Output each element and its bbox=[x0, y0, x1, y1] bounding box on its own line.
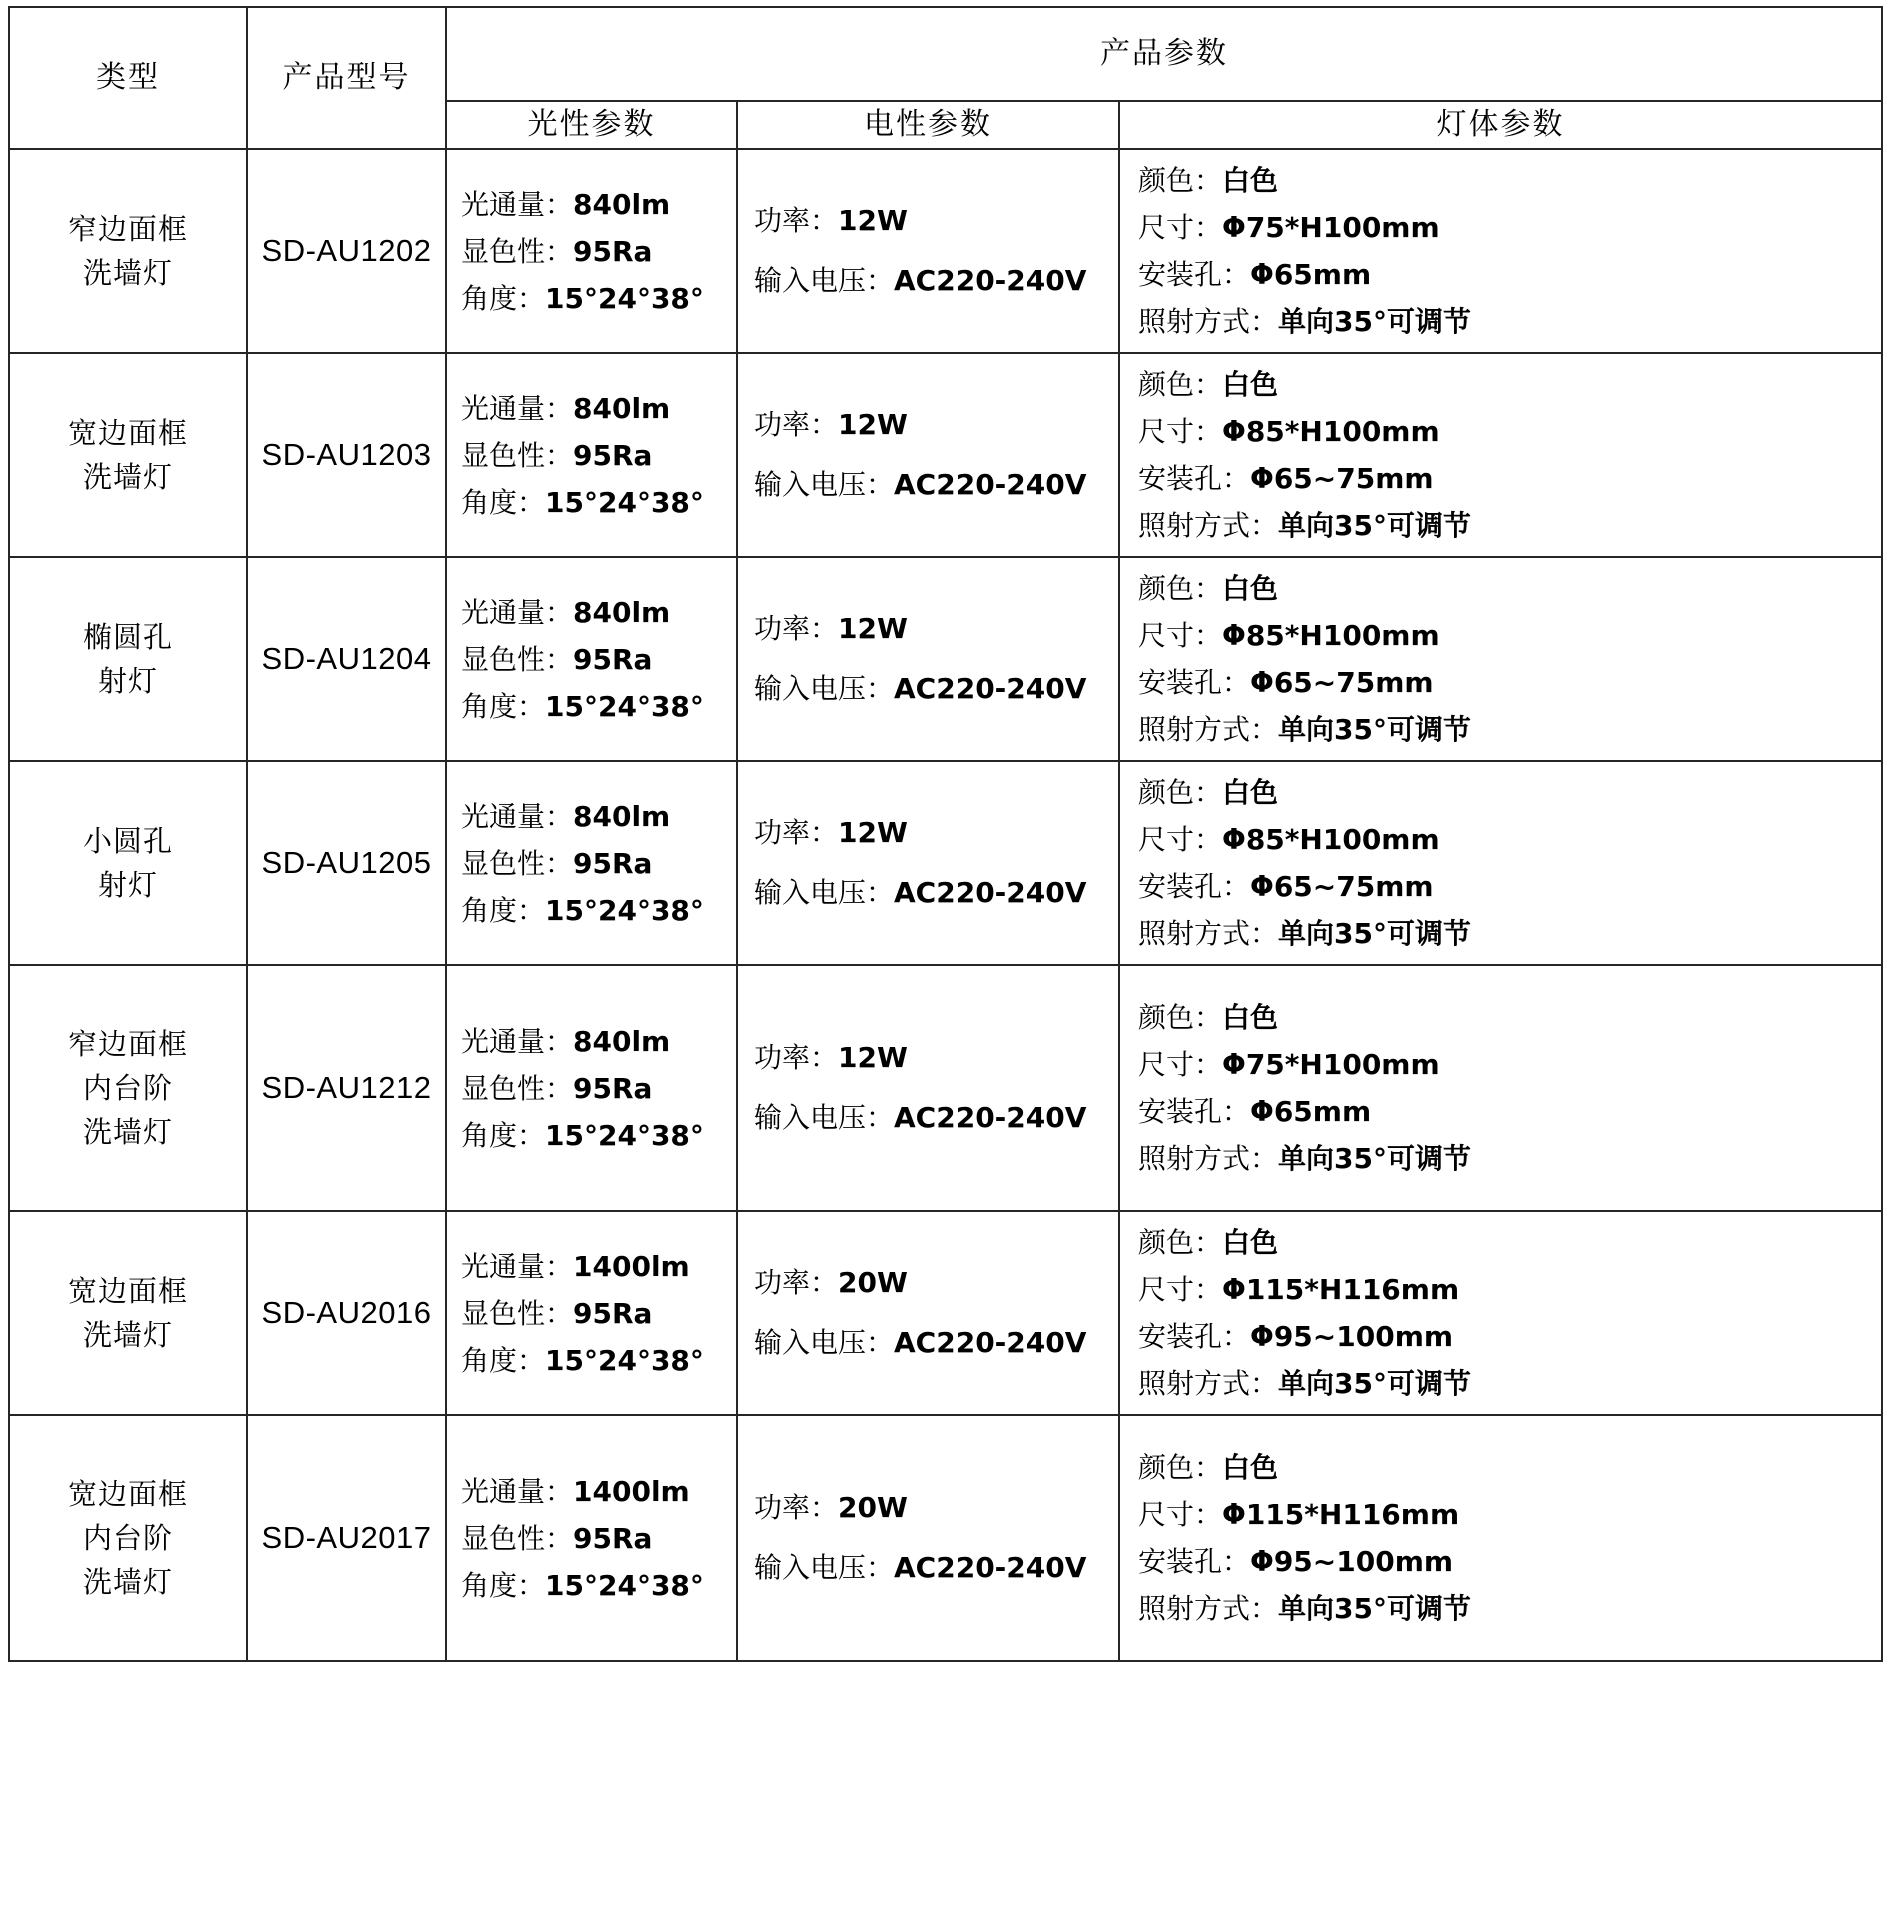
beam-mode-line bbox=[1138, 1360, 1881, 1407]
cell-lamp-body-params bbox=[1119, 1211, 1882, 1415]
luminous-flux-value: 1400lm bbox=[573, 1474, 690, 1508]
mounting-hole-line bbox=[1138, 455, 1881, 502]
color-line bbox=[1138, 994, 1881, 1041]
mounting-hole-line bbox=[1138, 1088, 1881, 1135]
input-voltage-label: 输入电压： bbox=[754, 1101, 895, 1134]
mounting-hole-value: Φ65~75mm bbox=[1250, 870, 1434, 903]
luminous-flux-label: 光通量： bbox=[461, 1249, 574, 1283]
input-voltage-value: AC220-240V bbox=[894, 672, 1087, 705]
product-type-line: 椭圆孔 bbox=[82, 620, 173, 654]
beam-angle-value: 15°24°38° bbox=[545, 1343, 704, 1377]
input-voltage-line bbox=[754, 251, 1118, 311]
product-type-line: 射灯 bbox=[97, 664, 158, 698]
color-value: 白色 bbox=[1222, 1001, 1279, 1034]
luminous-flux-line bbox=[461, 1243, 736, 1290]
beam-angle-line bbox=[461, 1562, 736, 1609]
beam-angle-line bbox=[461, 1337, 736, 1384]
mounting-hole-value: Φ65mm bbox=[1250, 258, 1372, 291]
luminous-flux-label: 光通量： bbox=[461, 595, 574, 629]
header-model: 产品型号 bbox=[247, 7, 446, 149]
cell-optical-params bbox=[446, 1415, 737, 1661]
color-label: 颜色： bbox=[1138, 368, 1223, 401]
beam-mode-label: 照射方式： bbox=[1138, 1367, 1279, 1400]
size-value: Φ75*H100mm bbox=[1222, 1048, 1440, 1081]
size-value: Φ115*H116mm bbox=[1222, 1498, 1460, 1531]
mounting-hole-label: 安装孔： bbox=[1138, 1545, 1251, 1578]
size-line bbox=[1138, 204, 1881, 251]
cell-optical-params bbox=[446, 557, 737, 761]
size-label: 尺寸： bbox=[1138, 1048, 1223, 1081]
beam-mode-value: 单向35°可调节 bbox=[1278, 305, 1471, 338]
input-voltage-label: 输入电压： bbox=[754, 468, 895, 501]
cell-product-type bbox=[9, 557, 247, 761]
color-label: 颜色： bbox=[1138, 776, 1223, 809]
cell-electrical-params bbox=[737, 1211, 1119, 1415]
table-row bbox=[9, 965, 1882, 1211]
header-row-top bbox=[9, 7, 1882, 101]
cri-line bbox=[461, 840, 736, 887]
cell-lamp-body-params bbox=[1119, 149, 1882, 353]
beam-mode-label: 照射方式： bbox=[1138, 713, 1279, 746]
color-value: 白色 bbox=[1222, 164, 1279, 197]
cell-product-type bbox=[9, 1415, 247, 1661]
cri-label: 显色性： bbox=[461, 642, 574, 676]
power-line bbox=[754, 1028, 1118, 1088]
mounting-hole-label: 安装孔： bbox=[1138, 666, 1251, 699]
mounting-hole-value: Φ65~75mm bbox=[1250, 462, 1434, 495]
beam-angle-value: 15°24°38° bbox=[545, 689, 704, 723]
color-value: 白色 bbox=[1222, 1451, 1279, 1484]
luminous-flux-label: 光通量： bbox=[461, 799, 574, 833]
product-type-line: 内台阶 bbox=[82, 1521, 173, 1555]
product-type-line: 小圆孔 bbox=[82, 824, 173, 858]
power-label: 功率： bbox=[754, 612, 839, 645]
input-voltage-label: 输入电压： bbox=[754, 264, 895, 297]
input-voltage-line bbox=[754, 863, 1118, 923]
cell-product-model: SD-AU1205 bbox=[247, 761, 446, 965]
beam-mode-value: 单向35°可调节 bbox=[1278, 713, 1471, 746]
input-voltage-value: AC220-240V bbox=[894, 264, 1087, 297]
beam-mode-value: 单向35°可调节 bbox=[1278, 917, 1471, 950]
size-line bbox=[1138, 816, 1881, 863]
mounting-hole-label: 安装孔： bbox=[1138, 462, 1251, 495]
size-label: 尺寸： bbox=[1138, 211, 1223, 244]
size-line bbox=[1138, 1491, 1881, 1538]
mounting-hole-label: 安装孔： bbox=[1138, 870, 1251, 903]
power-line bbox=[754, 1253, 1118, 1313]
power-value: 12W bbox=[838, 408, 908, 441]
cri-label: 显色性： bbox=[461, 1296, 574, 1330]
table-header bbox=[9, 7, 1882, 149]
size-line bbox=[1138, 1041, 1881, 1088]
beam-angle-label: 角度： bbox=[461, 689, 546, 723]
cell-product-type bbox=[9, 965, 247, 1211]
beam-angle-line bbox=[461, 275, 736, 322]
product-type-line: 窄边面框 bbox=[67, 212, 188, 246]
color-line bbox=[1138, 157, 1881, 204]
cri-value: 95Ra bbox=[573, 642, 653, 676]
cell-optical-params bbox=[446, 1211, 737, 1415]
cell-optical-params bbox=[446, 353, 737, 557]
power-value: 20W bbox=[838, 1491, 908, 1524]
luminous-flux-value: 1400lm bbox=[573, 1249, 690, 1283]
cri-value: 95Ra bbox=[573, 1521, 653, 1555]
mounting-hole-label: 安装孔： bbox=[1138, 1320, 1251, 1353]
table-row bbox=[9, 149, 1882, 353]
cri-line bbox=[461, 636, 736, 683]
cri-line bbox=[461, 228, 736, 275]
color-value: 白色 bbox=[1222, 776, 1279, 809]
cell-product-model: SD-AU2016 bbox=[247, 1211, 446, 1415]
luminous-flux-label: 光通量： bbox=[461, 1024, 574, 1058]
color-value: 白色 bbox=[1222, 368, 1279, 401]
color-label: 颜色： bbox=[1138, 164, 1223, 197]
cell-lamp-body-params bbox=[1119, 1415, 1882, 1661]
beam-mode-value: 单向35°可调节 bbox=[1278, 1592, 1471, 1625]
beam-angle-label: 角度： bbox=[461, 893, 546, 927]
power-label: 功率： bbox=[754, 1041, 839, 1074]
luminous-flux-value: 840lm bbox=[573, 187, 671, 221]
table-row bbox=[9, 557, 1882, 761]
power-line bbox=[754, 191, 1118, 251]
mounting-hole-line bbox=[1138, 1538, 1881, 1585]
mounting-hole-value: Φ65~75mm bbox=[1250, 666, 1434, 699]
table-row bbox=[9, 761, 1882, 965]
color-line bbox=[1138, 565, 1881, 612]
cell-product-type bbox=[9, 1211, 247, 1415]
beam-angle-value: 15°24°38° bbox=[545, 1568, 704, 1602]
cell-optical-params bbox=[446, 965, 737, 1211]
cell-optical-params bbox=[446, 149, 737, 353]
power-value: 12W bbox=[838, 1041, 908, 1074]
size-value: Φ75*H100mm bbox=[1222, 211, 1440, 244]
beam-angle-value: 15°24°38° bbox=[545, 281, 704, 315]
color-label: 颜色： bbox=[1138, 1451, 1223, 1484]
beam-angle-label: 角度： bbox=[461, 1118, 546, 1152]
beam-angle-line bbox=[461, 683, 736, 730]
luminous-flux-value: 840lm bbox=[573, 1024, 671, 1058]
product-type-line: 宽边面框 bbox=[67, 1477, 188, 1511]
cell-optical-params bbox=[446, 761, 737, 965]
input-voltage-line bbox=[754, 1088, 1118, 1148]
luminous-flux-line bbox=[461, 1468, 736, 1515]
input-voltage-value: AC220-240V bbox=[894, 1101, 1087, 1134]
color-line bbox=[1138, 769, 1881, 816]
luminous-flux-line bbox=[461, 589, 736, 636]
cell-electrical-params bbox=[737, 965, 1119, 1211]
beam-angle-value: 15°24°38° bbox=[545, 893, 704, 927]
luminous-flux-line bbox=[461, 181, 736, 228]
product-type-line: 洗墙灯 bbox=[82, 1115, 173, 1149]
cell-electrical-params bbox=[737, 557, 1119, 761]
cri-label: 显色性： bbox=[461, 438, 574, 472]
cri-line bbox=[461, 432, 736, 479]
beam-angle-label: 角度： bbox=[461, 281, 546, 315]
cell-lamp-body-params bbox=[1119, 353, 1882, 557]
color-label: 颜色： bbox=[1138, 572, 1223, 605]
size-label: 尺寸： bbox=[1138, 415, 1223, 448]
size-line bbox=[1138, 612, 1881, 659]
cri-line bbox=[461, 1290, 736, 1337]
beam-angle-line bbox=[461, 887, 736, 934]
power-value: 20W bbox=[838, 1266, 908, 1299]
power-label: 功率： bbox=[754, 816, 839, 849]
size-label: 尺寸： bbox=[1138, 1498, 1223, 1531]
power-value: 12W bbox=[838, 612, 908, 645]
cell-product-type bbox=[9, 761, 247, 965]
color-value: 白色 bbox=[1222, 572, 1279, 605]
beam-mode-line bbox=[1138, 910, 1881, 957]
cell-product-type bbox=[9, 353, 247, 557]
input-voltage-value: AC220-240V bbox=[894, 1551, 1087, 1584]
power-label: 功率： bbox=[754, 408, 839, 441]
beam-angle-value: 15°24°38° bbox=[545, 1118, 704, 1152]
product-type-line: 窄边面框 bbox=[67, 1027, 188, 1061]
luminous-flux-label: 光通量： bbox=[461, 187, 574, 221]
table-row bbox=[9, 1415, 1882, 1661]
beam-angle-value: 15°24°38° bbox=[545, 485, 704, 519]
input-voltage-label: 输入电压： bbox=[754, 1326, 895, 1359]
color-line bbox=[1138, 361, 1881, 408]
mounting-hole-value: Φ95~100mm bbox=[1250, 1320, 1454, 1353]
beam-mode-value: 单向35°可调节 bbox=[1278, 509, 1471, 542]
product-type-line: 洗墙灯 bbox=[82, 1318, 173, 1352]
size-label: 尺寸： bbox=[1138, 619, 1223, 652]
cri-value: 95Ra bbox=[573, 846, 653, 880]
cri-label: 显色性： bbox=[461, 234, 574, 268]
beam-mode-label: 照射方式： bbox=[1138, 1592, 1279, 1625]
cell-lamp-body-params bbox=[1119, 761, 1882, 965]
mounting-hole-label: 安装孔： bbox=[1138, 1095, 1251, 1128]
product-type-line: 宽边面框 bbox=[67, 416, 188, 450]
color-line bbox=[1138, 1219, 1881, 1266]
beam-mode-label: 照射方式： bbox=[1138, 509, 1279, 542]
cell-electrical-params bbox=[737, 761, 1119, 965]
header-electrical-params: 电性参数 bbox=[737, 101, 1119, 149]
beam-mode-line bbox=[1138, 1585, 1881, 1632]
table-body bbox=[9, 149, 1882, 1661]
mounting-hole-line bbox=[1138, 1313, 1881, 1360]
table-row bbox=[9, 1211, 1882, 1415]
beam-angle-line bbox=[461, 479, 736, 526]
table-row bbox=[9, 353, 1882, 557]
cell-product-model: SD-AU1212 bbox=[247, 965, 446, 1211]
beam-mode-line bbox=[1138, 706, 1881, 753]
cri-value: 95Ra bbox=[573, 1296, 653, 1330]
cri-line bbox=[461, 1065, 736, 1112]
input-voltage-line bbox=[754, 1313, 1118, 1373]
cri-label: 显色性： bbox=[461, 1071, 574, 1105]
mounting-hole-value: Φ65mm bbox=[1250, 1095, 1372, 1128]
header-body-params: 灯体参数 bbox=[1119, 101, 1882, 149]
cri-label: 显色性： bbox=[461, 846, 574, 880]
header-product-params: 产品参数 bbox=[446, 7, 1882, 101]
mounting-hole-value: Φ95~100mm bbox=[1250, 1545, 1454, 1578]
beam-angle-line bbox=[461, 1112, 736, 1159]
size-value: Φ115*H116mm bbox=[1222, 1273, 1460, 1306]
input-voltage-value: AC220-240V bbox=[894, 468, 1087, 501]
color-label: 颜色： bbox=[1138, 1226, 1223, 1259]
beam-mode-line bbox=[1138, 298, 1881, 345]
luminous-flux-line bbox=[461, 793, 736, 840]
size-label: 尺寸： bbox=[1138, 1273, 1223, 1306]
header-type: 类型 bbox=[9, 7, 247, 149]
product-type-line: 射灯 bbox=[97, 868, 158, 902]
luminous-flux-line bbox=[461, 1018, 736, 1065]
beam-mode-label: 照射方式： bbox=[1138, 917, 1279, 950]
input-voltage-value: AC220-240V bbox=[894, 1326, 1087, 1359]
beam-mode-label: 照射方式： bbox=[1138, 1142, 1279, 1175]
input-voltage-line bbox=[754, 1538, 1118, 1598]
power-label: 功率： bbox=[754, 1266, 839, 1299]
cell-product-model: SD-AU1204 bbox=[247, 557, 446, 761]
cell-product-type bbox=[9, 149, 247, 353]
header-optical-params: 光性参数 bbox=[446, 101, 737, 149]
cri-value: 95Ra bbox=[573, 438, 653, 472]
input-voltage-label: 输入电压： bbox=[754, 672, 895, 705]
cell-lamp-body-params bbox=[1119, 557, 1882, 761]
product-type-line: 宽边面框 bbox=[67, 1274, 188, 1308]
input-voltage-label: 输入电压： bbox=[754, 876, 895, 909]
cell-product-model: SD-AU1202 bbox=[247, 149, 446, 353]
power-value: 12W bbox=[838, 204, 908, 237]
cri-value: 95Ra bbox=[573, 1071, 653, 1105]
beam-mode-value: 单向35°可调节 bbox=[1278, 1367, 1471, 1400]
beam-mode-value: 单向35°可调节 bbox=[1278, 1142, 1471, 1175]
luminous-flux-value: 840lm bbox=[573, 799, 671, 833]
beam-mode-line bbox=[1138, 502, 1881, 549]
cell-electrical-params bbox=[737, 149, 1119, 353]
input-voltage-line bbox=[754, 455, 1118, 515]
mounting-hole-line bbox=[1138, 251, 1881, 298]
cell-electrical-params bbox=[737, 353, 1119, 557]
product-type-line: 洗墙灯 bbox=[82, 256, 173, 290]
input-voltage-label: 输入电压： bbox=[754, 1551, 895, 1584]
color-value: 白色 bbox=[1222, 1226, 1279, 1259]
cri-value: 95Ra bbox=[573, 234, 653, 268]
luminous-flux-value: 840lm bbox=[573, 595, 671, 629]
power-label: 功率： bbox=[754, 204, 839, 237]
luminous-flux-line bbox=[461, 385, 736, 432]
size-value: Φ85*H100mm bbox=[1222, 619, 1440, 652]
luminous-flux-label: 光通量： bbox=[461, 391, 574, 425]
beam-angle-label: 角度： bbox=[461, 485, 546, 519]
size-value: Φ85*H100mm bbox=[1222, 823, 1440, 856]
color-line bbox=[1138, 1444, 1881, 1491]
cell-product-model: SD-AU1203 bbox=[247, 353, 446, 557]
cell-product-model: SD-AU2017 bbox=[247, 1415, 446, 1661]
product-spec-table bbox=[8, 6, 1883, 1662]
power-label: 功率： bbox=[754, 1491, 839, 1524]
input-voltage-value: AC220-240V bbox=[894, 876, 1087, 909]
luminous-flux-value: 840lm bbox=[573, 391, 671, 425]
power-line bbox=[754, 1478, 1118, 1538]
size-value: Φ85*H100mm bbox=[1222, 415, 1440, 448]
beam-mode-line bbox=[1138, 1135, 1881, 1182]
size-line bbox=[1138, 408, 1881, 455]
mounting-hole-label: 安装孔： bbox=[1138, 258, 1251, 291]
cri-line bbox=[461, 1515, 736, 1562]
beam-mode-label: 照射方式： bbox=[1138, 305, 1279, 338]
beam-angle-label: 角度： bbox=[461, 1343, 546, 1377]
product-type-line: 内台阶 bbox=[82, 1071, 173, 1105]
power-line bbox=[754, 599, 1118, 659]
input-voltage-line bbox=[754, 659, 1118, 719]
luminous-flux-label: 光通量： bbox=[461, 1474, 574, 1508]
cri-label: 显色性： bbox=[461, 1521, 574, 1555]
product-type-line: 洗墙灯 bbox=[82, 460, 173, 494]
power-line bbox=[754, 395, 1118, 455]
cell-electrical-params bbox=[737, 1415, 1119, 1661]
size-line bbox=[1138, 1266, 1881, 1313]
mounting-hole-line bbox=[1138, 863, 1881, 910]
size-label: 尺寸： bbox=[1138, 823, 1223, 856]
product-type-line: 洗墙灯 bbox=[82, 1565, 173, 1599]
mounting-hole-line bbox=[1138, 659, 1881, 706]
power-line bbox=[754, 803, 1118, 863]
power-value: 12W bbox=[838, 816, 908, 849]
beam-angle-label: 角度： bbox=[461, 1568, 546, 1602]
cell-lamp-body-params bbox=[1119, 965, 1882, 1211]
color-label: 颜色： bbox=[1138, 1001, 1223, 1034]
